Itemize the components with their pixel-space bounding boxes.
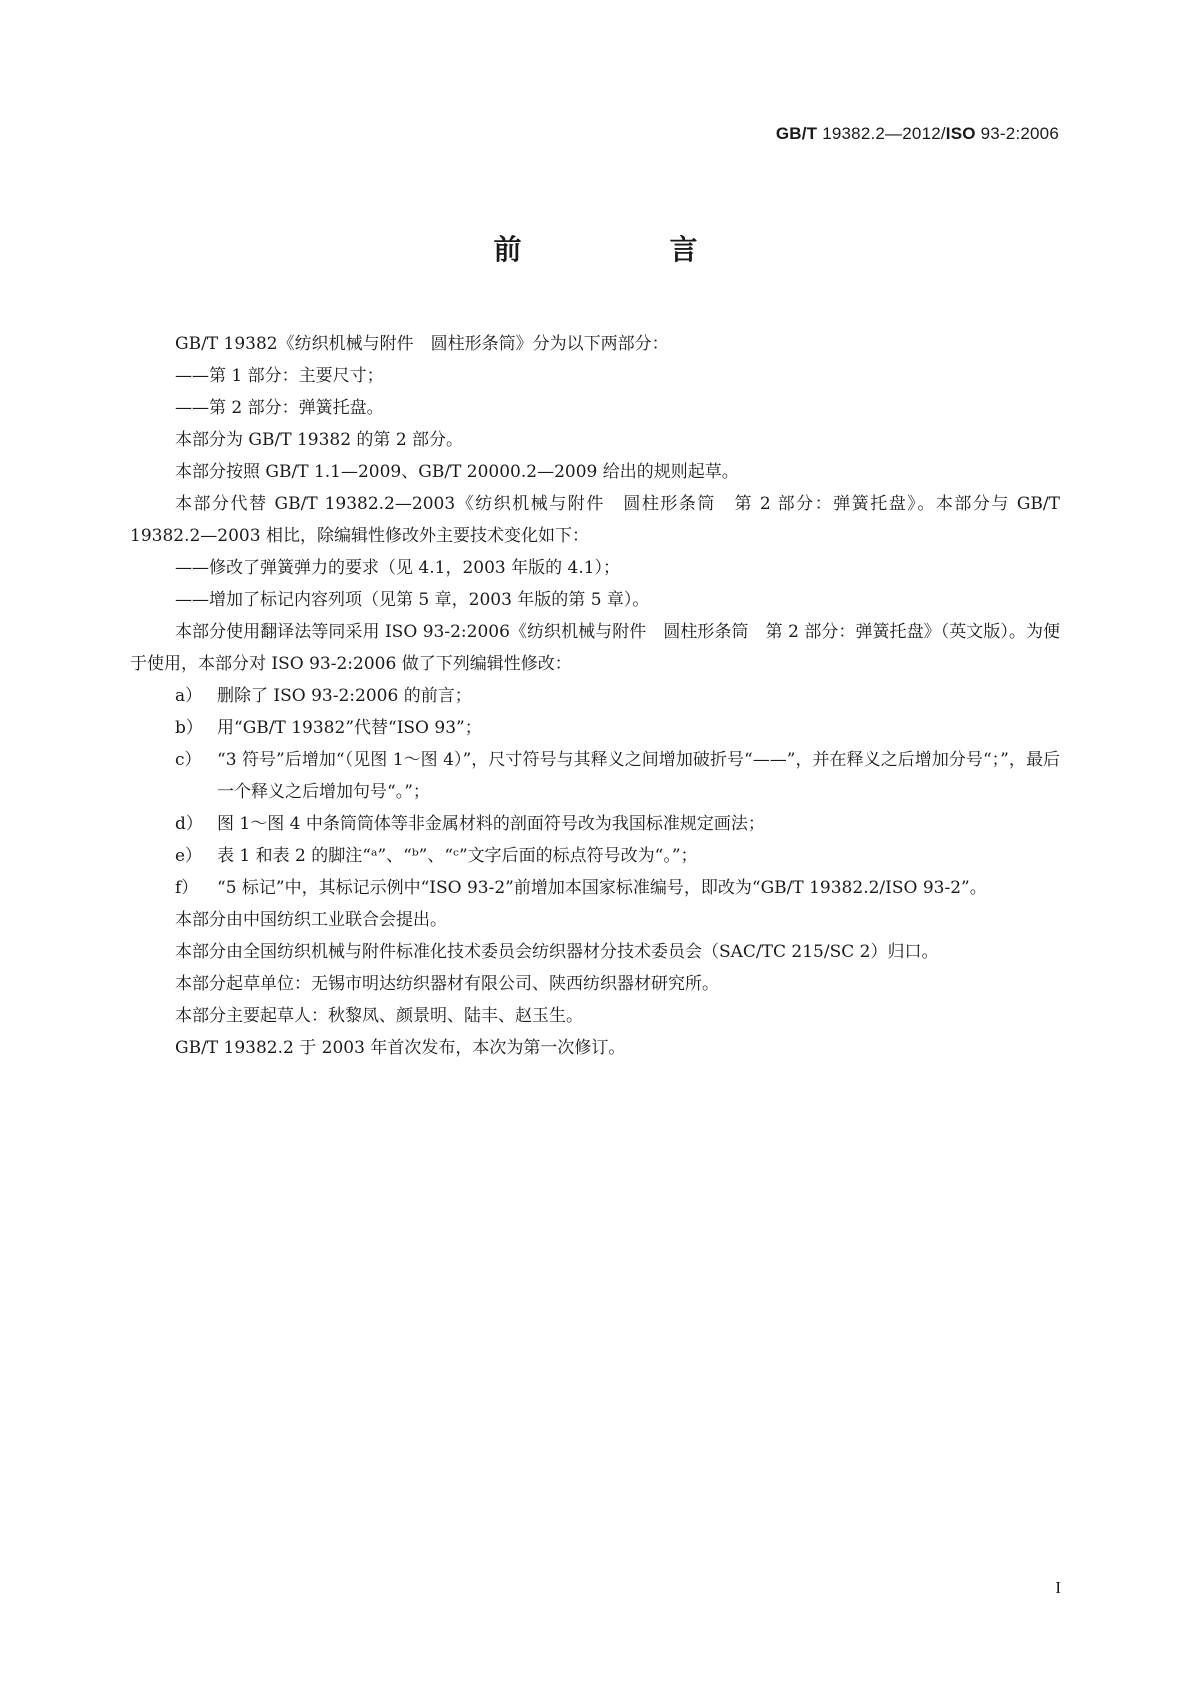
iso-prefix: ISO (945, 124, 976, 143)
list-item (130, 872, 1060, 904)
dash-item: ——增加了标记内容列项（见第 5 章，2003 年版的第 5 章）。 (175, 590, 650, 610)
standard-code (776, 124, 1059, 144)
paragraph: 本部分为 GB/T 19382 的第 2 部分。 (175, 430, 464, 450)
paragraph: 本部分代替 GB/T 19382.2—2003《纺织机械与附件 圆柱形条筒 第 2 部分：弹簧托盘》。本部分与 GB/T 19382.2—2003 相比，除编辑性修改外主要技术变化如下： (130, 494, 1060, 546)
paragraph: GB/T 19382.2 于 2003 年首次发布，本次为第一次修订。 (175, 1038, 626, 1058)
list-item (130, 808, 1060, 840)
paragraph: 本部分主要起草人：秋黎凤、颜景明、陆丰、赵玉生。 (175, 1006, 583, 1026)
list-item (130, 680, 1060, 712)
list-marker: d） (175, 814, 203, 834)
list-marker: b） (175, 718, 203, 738)
list-text: 表 1 和表 2 的脚注“ᵃ”、“ᵇ”、“ᶜ”文字后面的标点符号改为“。”； (217, 846, 698, 866)
list-marker: e） (175, 846, 203, 866)
paragraph: GB/T 19382《纺织机械与附件 圆柱形条筒》分为以下两部分： (175, 334, 669, 354)
iso-number: 93-2:2006 (980, 124, 1059, 143)
paragraph: 本部分使用翻译法等同采用 ISO 93-2:2006《纺织机械与附件 圆柱形条筒 第 2 部分：弹簧托盘》（英文版）。为便于使用，本部分对 ISO 93-2:2006 做了下列编辑性修改： (130, 622, 1060, 674)
list-marker: f） (175, 878, 199, 898)
dash-item: ——第 1 部分：主要尺寸； (175, 366, 384, 386)
list-marker: a） (175, 686, 203, 706)
page-number: I (1055, 1578, 1061, 1597)
list-item (130, 744, 1060, 808)
list-text: 删除了 ISO 93-2:2006 的前言； (217, 686, 472, 706)
paragraph: 本部分由全国纺织机械与附件标准化技术委员会纺织器材分技术委员会（SAC/TC 215/SC 2）归口。 (175, 942, 939, 962)
page-title: 前 言 (493, 233, 758, 266)
list-marker: c） (175, 750, 202, 770)
list-text: “3 符号”后增加“（见图 1～图 4）”，尺寸符号与其释义之间增加破折号“——”，并在释义之后增加分号“；”，最后一个释义之后增加句号“。”； (217, 750, 1060, 802)
dash-item: ——第 2 部分：弹簧托盘。 (175, 398, 384, 418)
list-item (130, 840, 1060, 872)
list-text: “5 标记”中，其标记示例中“ISO 93-2”前增加本国家标准编号，即改为“GB/T 19382.2/ISO 93-2”。 (217, 878, 987, 898)
list-text: 图 1～图 4 中条筒筒体等非金属材料的剖面符号改为我国标准规定画法； (217, 814, 765, 834)
std-prefix: GB/T (775, 124, 818, 143)
paragraph: 本部分由中国纺织工业联合会提出。 (175, 910, 447, 930)
paragraph: 本部分按照 GB/T 1.1—2009、GB/T 20000.2—2009 给出的规则起草。 (175, 462, 739, 482)
list-text: 用“GB/T 19382”代替“ISO 93”； (217, 718, 482, 738)
dash-item: ——修改了弹簧弹力的要求（见 4.1，2003 年版的 4.1）； (175, 558, 621, 578)
list-item (130, 712, 1060, 744)
foreword-body (130, 328, 1060, 1064)
std-number: 19382.2—2012/ (822, 124, 946, 143)
paragraph: 本部分起草单位：无锡市明达纺织器材有限公司、陕西纺织器材研究所。 (175, 974, 719, 994)
